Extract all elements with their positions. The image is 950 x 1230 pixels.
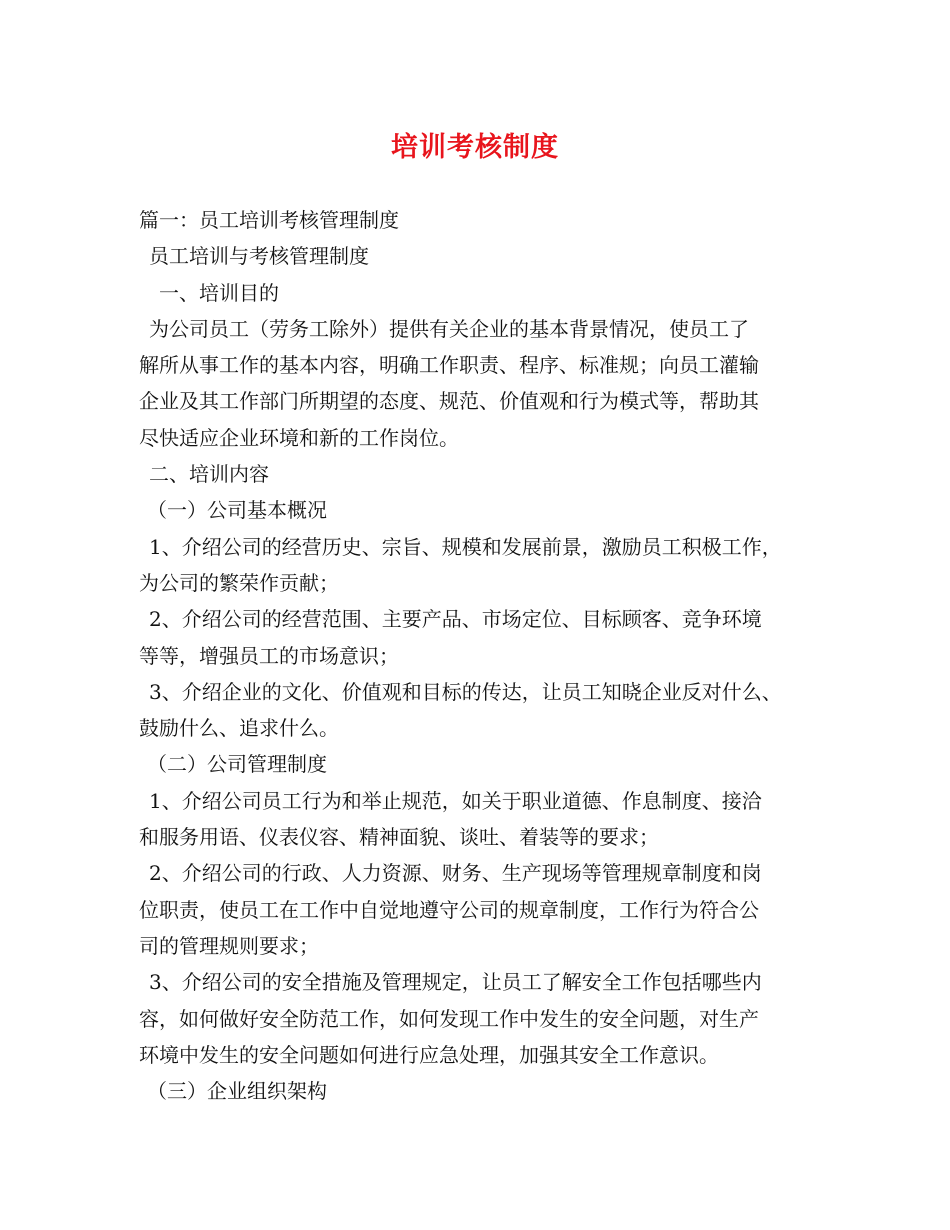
paragraph-line: 尽快适应企业环境和新的工作岗位。 bbox=[139, 425, 459, 450]
paragraph-line: 解所从事工作的基本内容，明确工作职责、程序、标准规；向员工灌输 bbox=[139, 353, 759, 378]
list-item-line: 和服务用语、仪表仪容、精神面貌、谈吐、着装等的要求； bbox=[139, 825, 659, 850]
document-body bbox=[139, 202, 839, 1109]
list-item-line: 3、介绍企业的文化、价值观和目标的传达，让员工知晓企业反对什么、 bbox=[149, 679, 782, 704]
section-heading: 二、培训内容 bbox=[149, 462, 269, 487]
list-item-line: 1、介绍公司员工行为和举止规范，如关于职业道德、作息制度、接洽 bbox=[149, 788, 762, 813]
subsection-heading: （一）公司基本概况 bbox=[147, 498, 327, 523]
list-item-line: 3、介绍公司的安全措施及管理规定，让员工了解安全工作包括哪些内 bbox=[149, 970, 762, 995]
list-item-line: 司的管理规则要求； bbox=[139, 933, 319, 958]
document-title: 培训考核制度 bbox=[391, 132, 559, 163]
list-item-line: 2、介绍公司的经营范围、主要产品、市场定位、目标顾客、竞争环境 bbox=[149, 607, 762, 632]
section-heading: 篇一：员工培训考核管理制度 bbox=[139, 208, 399, 232]
section-heading: 一、培训目的 bbox=[159, 280, 279, 305]
list-item-line: 等等，增强员工的市场意识； bbox=[139, 643, 399, 668]
list-item-line: 环境中发生的安全问题如何进行应急处理，加强其安全工作意识。 bbox=[139, 1042, 719, 1067]
subsection-heading: （二）公司管理制度 bbox=[147, 752, 327, 777]
list-item-line: 为公司的繁荣作贡献； bbox=[139, 570, 339, 595]
subsection-heading: （三）企业组织架构 bbox=[147, 1079, 327, 1104]
list-item-line: 1、介绍公司的经营历史、宗旨、规模和发展前景，激励员工积极工作， bbox=[149, 534, 782, 559]
paragraph-line: 为公司员工（劳务工除外）提供有关企业的基本背景情况，使员工了 bbox=[149, 316, 749, 341]
list-item-line: 位职责，使员工在工作中自觉地遵守公司的规章制度，工作行为符合公 bbox=[139, 897, 759, 922]
paragraph-line: 企业及其工作部门所期望的态度、规范、价值观和行为模式等，帮助其 bbox=[139, 389, 759, 414]
list-item-line: 鼓励什么、追求什么。 bbox=[139, 716, 339, 741]
list-item-line: 2、介绍公司的行政、人力资源、财务、生产现场等管理规章制度和岗 bbox=[149, 861, 762, 886]
subsection-heading: 员工培训与考核管理制度 bbox=[149, 244, 369, 269]
list-item-line: 容，如何做好安全防范工作，如何发现工作中发生的安全问题，对生产 bbox=[139, 1006, 759, 1031]
